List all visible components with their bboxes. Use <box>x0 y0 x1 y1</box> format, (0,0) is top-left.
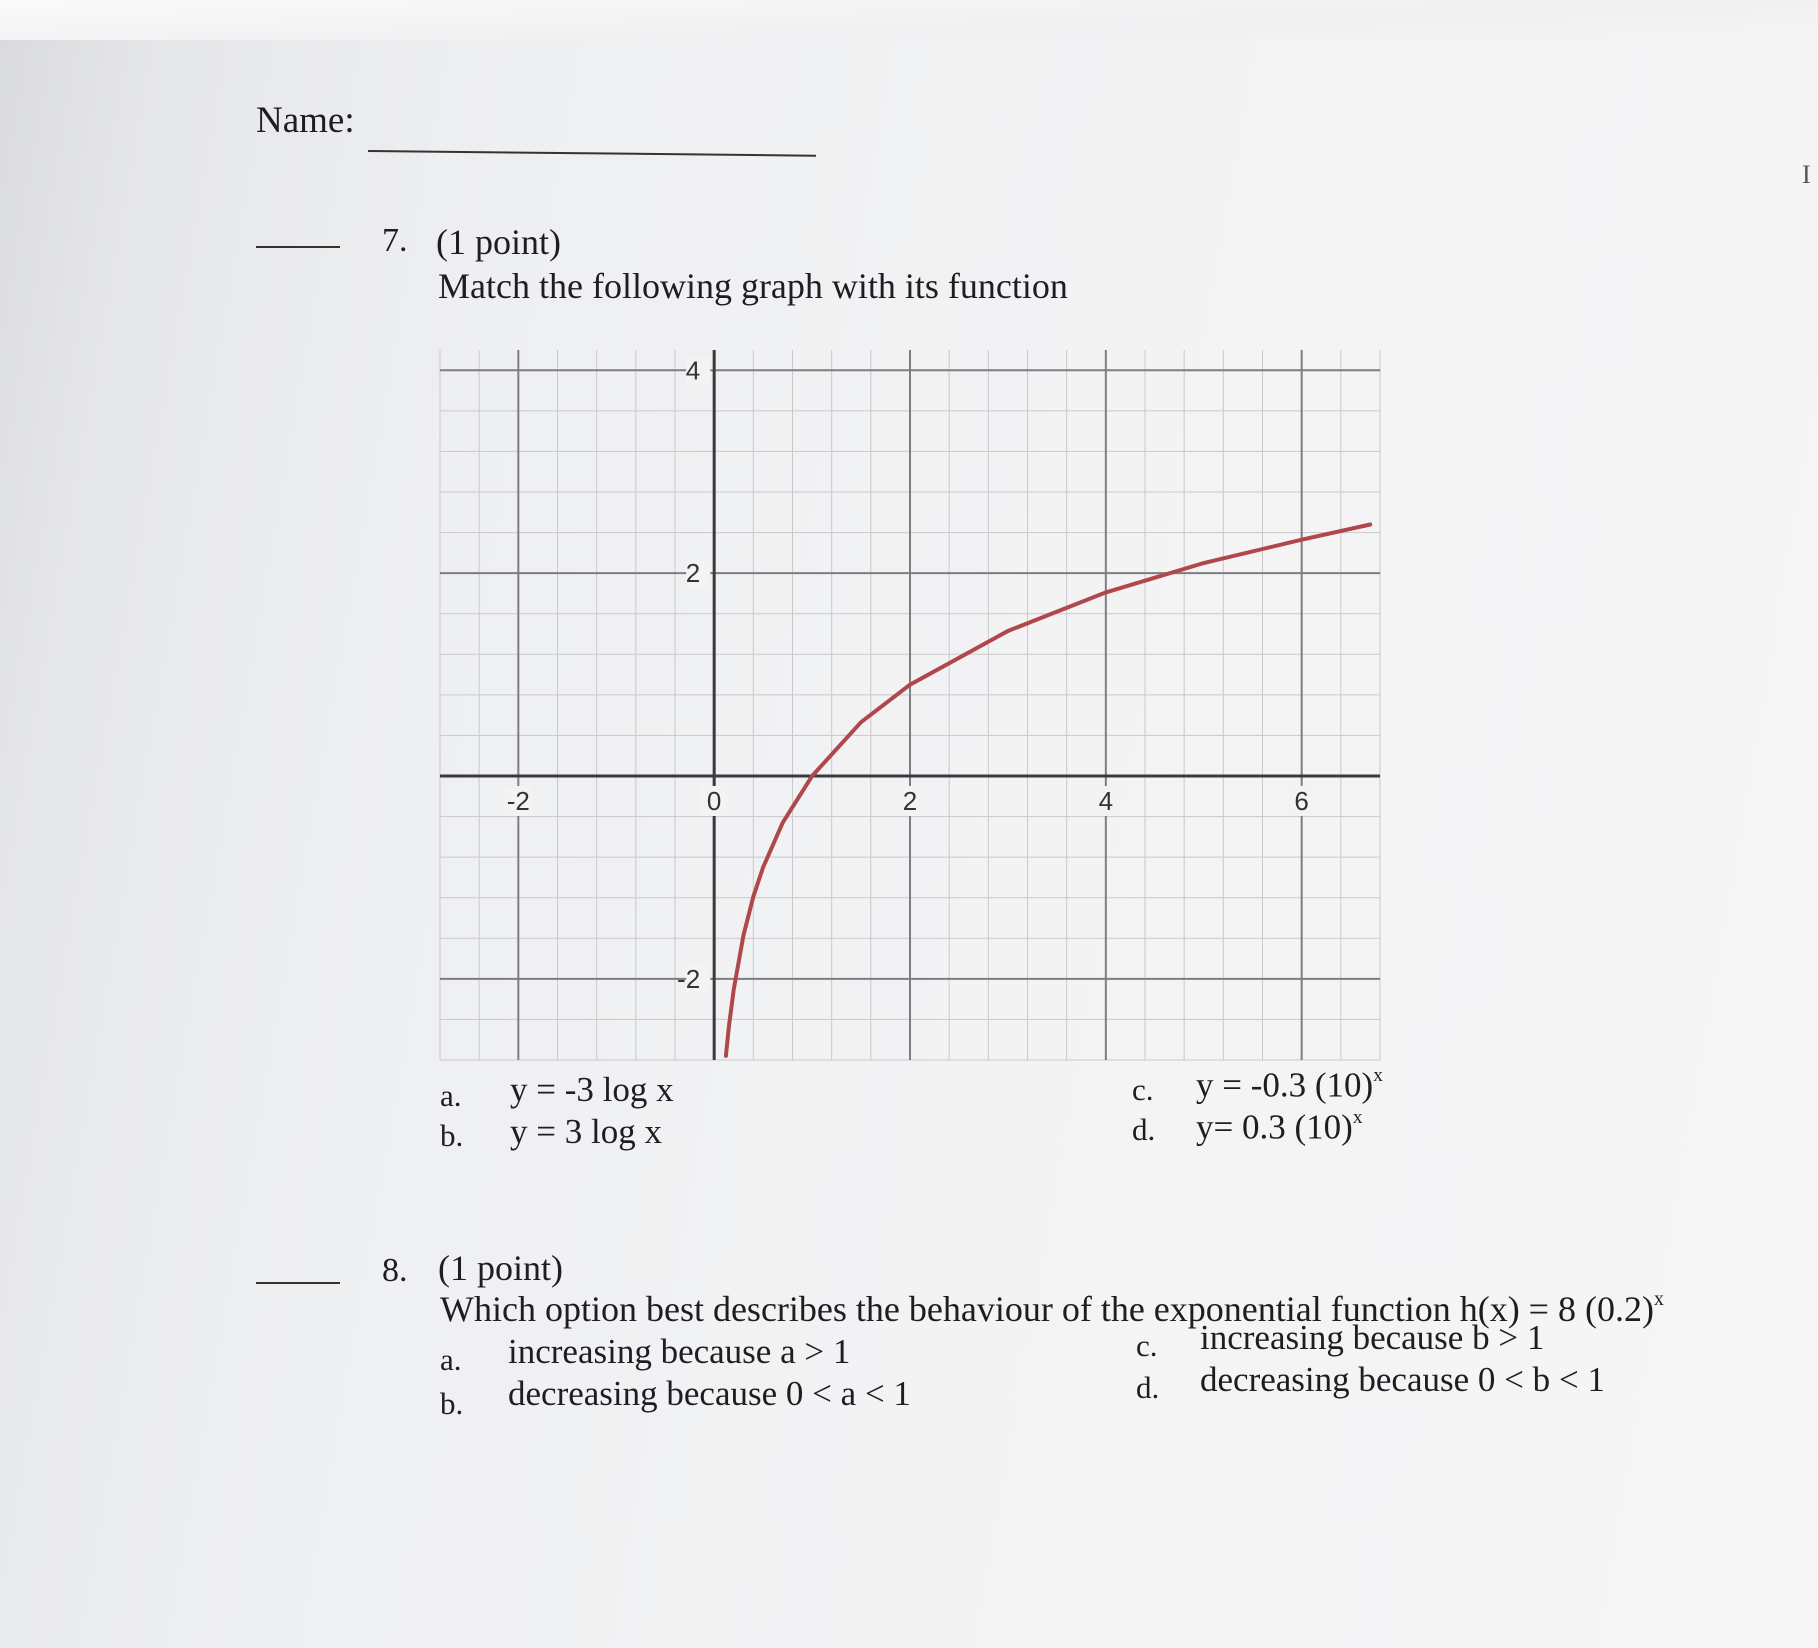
option-d[interactable]: decreasing because 0 < b < 1 <box>1200 1360 1605 1399</box>
option-letter-b: b. <box>440 1386 464 1421</box>
exponent: x <box>1373 1065 1383 1086</box>
x-tick-label: 4 <box>1098 786 1114 816</box>
option-letter-a: a. <box>440 1078 462 1113</box>
option-d[interactable]: y= 0.3 $(10)^x$ <box>1196 1107 1363 1147</box>
name-label: Name: <box>256 100 355 141</box>
question-number: 7. <box>382 222 408 259</box>
option-c[interactable]: y = -0.3 $(10)^x$ <box>1196 1065 1383 1105</box>
option-letter-d: d. <box>1136 1370 1160 1405</box>
option-letter-c: c. <box>1132 1072 1154 1107</box>
option-letter-a: a. <box>440 1342 462 1377</box>
option-b[interactable]: decreasing because 0 < a < 1 <box>508 1374 911 1413</box>
question-prompt: Which option best describes the behaviour of the exponential function h(x) = 8 $(0.2)^x$ <box>440 1288 1664 1329</box>
y-tick-label: 4 <box>685 355 701 386</box>
x-tick-label: 2 <box>902 786 918 816</box>
paper-edge <box>0 0 1818 40</box>
question-number: 8. <box>382 1252 408 1289</box>
question-points: (1 point) <box>436 222 561 262</box>
margin-mark: I <box>1802 160 1811 189</box>
option-c[interactable]: increasing because b > 1 <box>1200 1318 1545 1357</box>
answer-blank-q8[interactable] <box>256 1282 340 1284</box>
function-curve <box>726 525 1370 1056</box>
x-tick-label: -2 <box>506 786 530 816</box>
option-letter-d: d. <box>1132 1112 1156 1147</box>
option-letter-c: c. <box>1136 1328 1158 1363</box>
y-tick-label: -2 <box>677 963 701 994</box>
option-a[interactable]: y = -3 log x <box>510 1070 674 1109</box>
x-tick-label: 6 <box>1294 786 1309 816</box>
option-a[interactable]: increasing because a > 1 <box>508 1332 851 1371</box>
x-tick-label: 0 <box>706 786 722 816</box>
y-tick-label: 2 <box>685 558 701 589</box>
option-letter-b: b. <box>440 1118 464 1153</box>
grid-lines <box>440 350 1380 1060</box>
exponent: x <box>1653 1288 1664 1310</box>
exponent: x <box>1352 1107 1363 1128</box>
name-input-line[interactable] <box>368 150 816 157</box>
answer-blank-q7[interactable] <box>256 246 340 248</box>
question-prompt: Match the following graph with its function <box>438 266 1068 306</box>
question-points: (1 point) <box>438 1248 563 1288</box>
log-graph <box>430 340 1390 1070</box>
option-b[interactable]: y = 3 log x <box>510 1112 662 1151</box>
